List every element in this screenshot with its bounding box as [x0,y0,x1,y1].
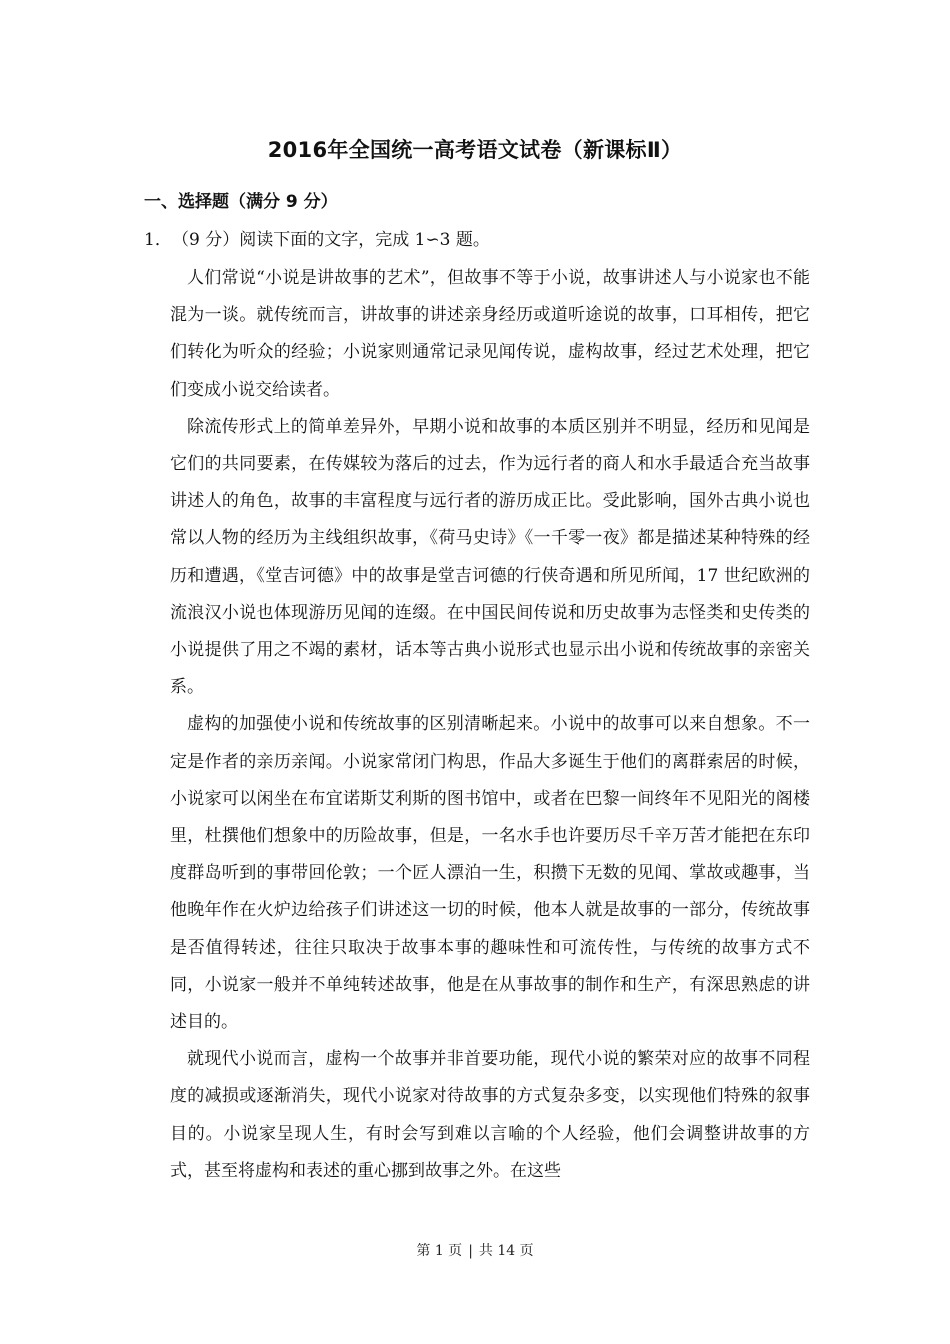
reading-passage [170,260,810,1190]
page-title: 2016年全国统一高考语文试卷（新课标Ⅱ） [267,138,683,162]
passage-paragraph-1: 人们常说“小说是讲故事的艺术”，但故事不等于小说，故事讲述人与小说家也不能混为一谈。就传统而言，讲故事的讲述亲身经历或道听途说的故事，口耳相传，把它们转化为听众的经验；小说家则通常记录见闻传说，虚构故事，经过艺术处理，把它们变成小说交给读者。 [170,268,810,400]
question-number: 1． [144,230,172,250]
page-footer [0,1240,950,1262]
passage-paragraph-4: 就现代小说而言，虚构一个故事并非首要功能，现代小说的繁荣对应的故事不同程度的减损或逐渐消失，现代小说家对待故事的方式复杂多变，以实现他们特殊的叙事目的。小说家呈现人生，有时会写到难以言喻的个人经验，他们会调整讲故事的方式，甚至将虚构和表述的重心挪到故事之外。在这些 [170,1049,810,1181]
passage-paragraph-3: 虚构的加强使小说和传统故事的区别清晰起来。小说中的故事可以来自想象。不一定是作者的亲历亲闻。小说家常闭门构思，作品大多诞生于他们的离群索居的时候，小说家可以闲坐在布宜诺斯艾利斯的图书馆中，或者在巴黎一间终年不见阳光的阁楼里，杜撰他们想象中的历险故事，但是，一名水手也许要历尽千辛万苦才能把在东印度群岛听到的事带回伦敦；一个匠人漂泊一生，积攒下无数的见闻、掌故或趣事，当他晚年作在火炉边给孩子们讲述这一切的时候，他本人就是故事的一部分，传统故事是否值得转述，往往只取决于故事本事的趣味性和可流传性，与传统的故事方式不同，小说家一般并不单纯转述故事，他是在从事故事的制作和生产，有深思熟虑的讲述目的。 [170,714,810,1033]
page-number: 第 1 页 [416,1243,463,1259]
total-pages: 共 14 页 [478,1243,534,1259]
question-prompt: （9 分）阅读下面的文字，完成 1∽3 题。 [172,230,490,250]
question-line [144,226,490,254]
passage-paragraph-2: 除流传形式上的简单差异外，早期小说和故事的本质区别并不明显，经历和见闻是它们的共同要素，在传媒较为落后的过去，作为远行者的商人和水手最适合充当故事讲述人的角色，故事的丰富程度与远行者的游历成正比。受此影响，国外古典小说也常以人物的经历为主线组织故事，《荷马史诗》《一千零一夜》都是描述某种特殊的经历和遭遇，《堂吉诃德》中的故事是堂吉诃德的行侠奇遇和所见所闻，17 世纪欧洲的流浪汉小说也体现游历见闻的连缀。在中国民间传说和历史故事为志怪类和史传类的小说提供了用之不竭的素材，话本等古典小说形式也显示出小说和传统故事的亲密关系。 [170,416,810,698]
footer-separator: | [468,1243,473,1259]
section-heading: 一、选择题（满分 9 分） [144,192,338,212]
